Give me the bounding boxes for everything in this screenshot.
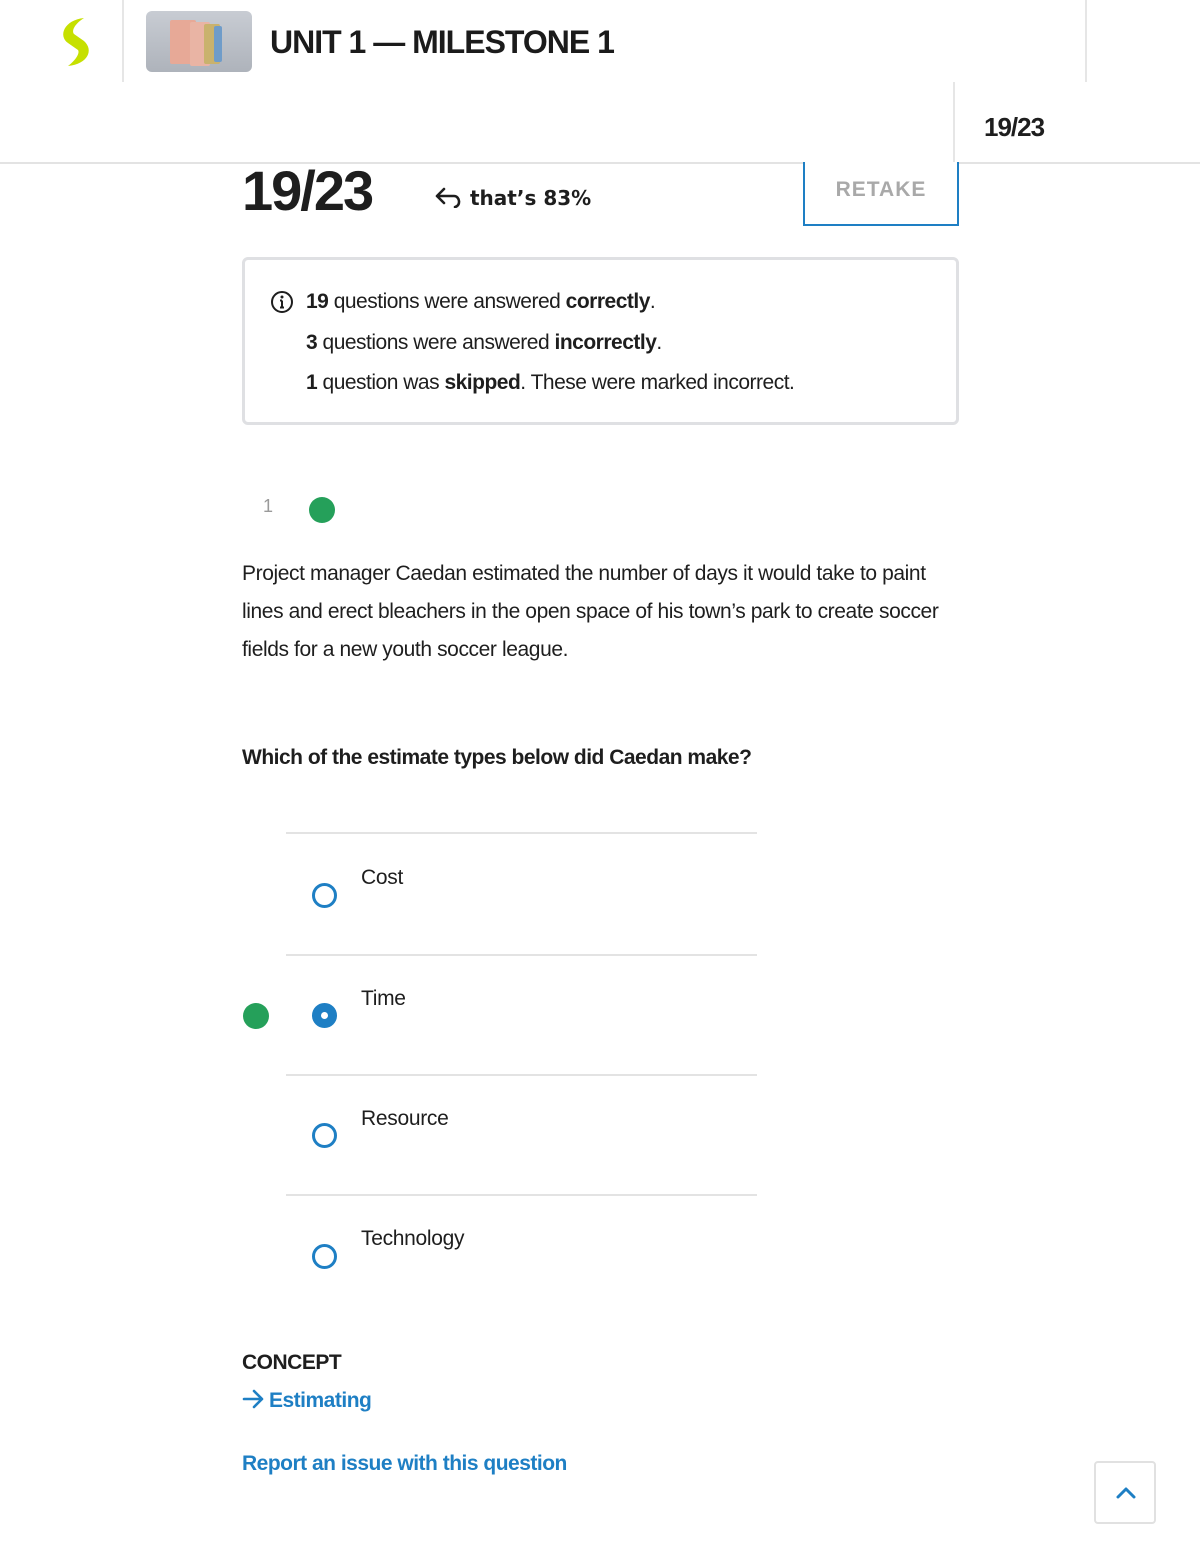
- option-divider: [286, 954, 757, 956]
- summary-incorrect: 3 questions were answered incorrectly.: [306, 331, 662, 354]
- header-divider: [1085, 0, 1087, 82]
- page-title: UNIT 1 — MILESTONE 1: [270, 24, 614, 60]
- score-bar-divider: [953, 82, 955, 162]
- summary-correct: 19 questions were answered correctly.: [306, 290, 656, 313]
- concept-link-label: Estimating: [269, 1389, 372, 1412]
- info-icon: [270, 290, 294, 314]
- score-bar: [0, 82, 1200, 164]
- chevron-up-icon: [1115, 1483, 1137, 1503]
- percent-note: [434, 186, 591, 210]
- retake-button[interactable]: RETAKE: [803, 162, 959, 226]
- correct-answer-dot: [243, 1003, 269, 1029]
- radio-resource[interactable]: [312, 1123, 337, 1148]
- concept-heading: CONCEPT: [242, 1351, 342, 1374]
- results-summary: [242, 257, 959, 425]
- option-label-technology: Technology: [361, 1227, 465, 1250]
- radio-cost[interactable]: [312, 883, 337, 908]
- summary-skipped: 1 question was skipped. These were marked incorrect.: [306, 371, 795, 394]
- reply-arrow-icon: [434, 186, 464, 208]
- question-prompt: Which of the estimate types below did Caedan make?: [242, 746, 752, 769]
- option-divider: [286, 832, 757, 834]
- question-text: Project manager Caedan estimated the number of days it would take to paint lines and erect bleachers in the open space of his town’s park to create soccer fields for a new youth soccer league.: [242, 562, 939, 661]
- option-divider: [286, 1194, 757, 1196]
- arrow-right-icon: [242, 1389, 266, 1409]
- percent-text: that’s 83%: [470, 186, 592, 210]
- logo-icon[interactable]: [54, 16, 98, 68]
- report-issue-link[interactable]: Report an issue with this question: [242, 1452, 567, 1475]
- top-header: [0, 0, 1200, 82]
- option-divider: [286, 1074, 757, 1076]
- scroll-to-top-button[interactable]: [1094, 1461, 1156, 1524]
- header-score: 19/23: [984, 112, 1045, 142]
- concept-link[interactable]: [242, 1389, 371, 1413]
- result-score: 19/23: [242, 159, 373, 222]
- correct-status-dot: [309, 497, 335, 523]
- radio-time[interactable]: [312, 1003, 337, 1028]
- option-label-cost: Cost: [361, 866, 403, 889]
- radio-technology[interactable]: [312, 1244, 337, 1269]
- header-divider: [122, 0, 124, 82]
- option-label-time: Time: [361, 987, 406, 1010]
- question-number: 1: [263, 496, 274, 516]
- course-thumbnail: [146, 11, 252, 72]
- option-label-resource: Resource: [361, 1107, 449, 1130]
